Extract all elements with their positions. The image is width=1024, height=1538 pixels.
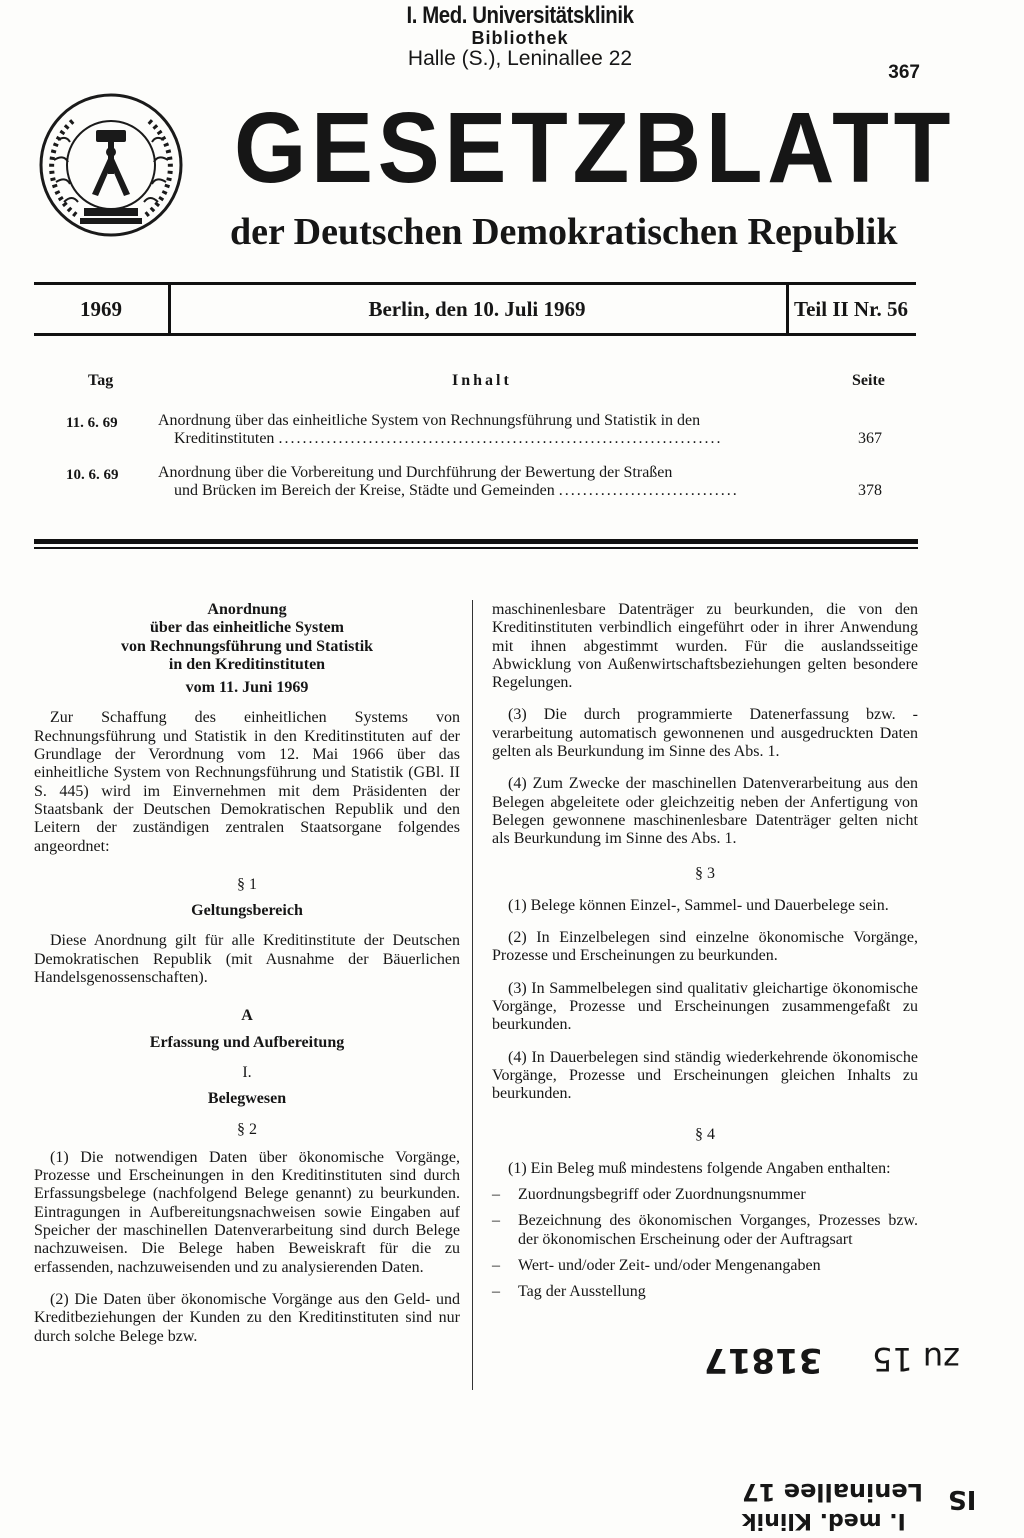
toc-entry-page: 378 — [858, 482, 882, 499]
list-item: – Wert- und/oder Zeit- und/oder Mengenangaben — [492, 1257, 918, 1275]
stamp-line-1: I. Med. Universitätsklinik — [406, 2, 634, 29]
paragraph: (4) In Dauerbelegen sind ständig wiederkehrende ökonomische Vorgänge, Prozesse und Erscheinungen gleichen Inhalts zu beurkunden. — [492, 1048, 918, 1103]
page-number: 367 — [888, 62, 920, 83]
issue-place-date: Berlin, den 10. Juli 1969 — [168, 285, 789, 333]
stamp-line-2: Bibliothek — [471, 28, 569, 48]
right-column — [492, 601, 918, 1310]
requirements-list — [492, 1186, 918, 1301]
chapter-title: Belegwesen — [207, 1090, 287, 1108]
handwritten-mark: IS — [948, 1484, 977, 1514]
ordinance-title: Anordnung über das einheitliche System von Rechnungsführung und Statistik in den Kreditinstituten vom 11. Juni 1969 — [120, 601, 374, 697]
masthead-title: GESETZBLATT — [234, 92, 956, 204]
toc-entry-title: Anordnung über die Vorbereitung und Durchführung der Bewertung der Straßen und Brücken im Bereich der Kreise, Städte und Gemeinden .............................. — [158, 464, 810, 500]
preamble: Zur Schaffung des einheitlichen Systems von Rechnungsführung und Statistik in den Kreditinstituten auf der Grundlage der Verordnung vom 12. Mai 1966 über das einheitliche System von Rechnungsführung und Statistik (GBl. II S. 445) wird im Einvernehmen mit dem Präsidenten der Staatsbank der Deutschen Demokratischen Republik und den Leitern der zuständigen zentralen Staatsorgane folgendes angeordnet: — [34, 709, 460, 855]
toc-entry-line: Kreditinstituten — [174, 430, 275, 447]
paragraph: (1) Ein Beleg muß mindestens folgende Angaben enthalten: — [508, 1159, 891, 1177]
handwritten-mark: zu 15 — [872, 1340, 960, 1378]
toc-entry-line: und Brücken im Bereich der Kreise, Städte und Gemeinden — [174, 482, 555, 499]
paragraph: (3) In Sammelbelegen sind qualitativ gleichartige ökonomische Vorgänge, Prozesse und Erscheinungen zusammengefaßt zu beurkunden. — [492, 979, 918, 1034]
part-heading: A — [241, 1007, 253, 1025]
toc-entry-page: 367 — [858, 430, 882, 447]
state-emblem-icon — [36, 90, 186, 240]
toc-entry-line: Anordnung über das einheitliche System von Rechnungsführung und Statistik in den — [158, 412, 701, 429]
separator-rule — [34, 547, 918, 549]
toc-header-day: Tag — [88, 372, 114, 389]
toc-entry-date: 11. 6. 69 — [66, 415, 118, 431]
toc-header-page: Seite — [852, 372, 885, 389]
paragraph: Diese Anordnung gilt für alle Kreditinstitute der Deutschen Demokratischen Republik (mit Ausnahme der Bäuerlichen Handelsgenossenschaften). — [34, 932, 460, 987]
toc-header-content: Inhalt — [452, 372, 512, 389]
chapter-heading: I. — [242, 1063, 252, 1081]
section-heading: § 2 — [237, 1120, 257, 1138]
left-column — [34, 601, 460, 1346]
toc-entry-title: Anordnung über das einheitliche System von Rechnungsführung und Statistik in den Kreditinstituten .......................................................................... — [158, 412, 810, 448]
list-item: – Tag der Ausstellung — [492, 1283, 918, 1301]
stamp-line-3: Halle (S.), Leninallee 22 — [407, 47, 633, 70]
paragraph: (4) Zum Zwecke der maschinellen Datenverarbeitung aus den Belegen abgeleitete oder gleichzeitig neben der Anfertigung von Belegen gewonnene maschinenlesbare Datenträger gelten nicht als Beurkundung im Sinne des Abs. 1. — [492, 775, 918, 848]
paragraph: (1) Belege können Einzel-, Sammel- und Dauerbelege sein. — [508, 896, 889, 914]
toc-entry-date: 10. 6. 69 — [66, 467, 119, 483]
handwritten-mark: I. med. Klinik — [742, 1508, 906, 1533]
handwritten-mark: 31817 — [704, 1340, 823, 1380]
list-item: – Bezeichnung des ökonomischen Vorganges, Prozesses bzw. der ökonomischen Erscheinung oder der Auftragsart — [492, 1212, 918, 1249]
section-heading: § 4 — [695, 1125, 715, 1143]
library-stamp — [370, 2, 670, 71]
paragraph: (2) In Einzelbelegen sind einzelne ökonomische Vorgänge, Prozesse und Erscheinungen zu beurkunden. — [492, 929, 918, 965]
issue-info-bar — [34, 282, 916, 336]
section-heading: § 3 — [695, 864, 715, 882]
issue-year: 1969 — [34, 285, 171, 333]
section-heading: § 1 — [237, 875, 257, 893]
separator-rule — [34, 539, 918, 544]
paragraph: (1) Die notwendigen Daten über ökonomische Vorgänge, Prozesse und Erscheinungen in den Kreditinstituten sind durch Erfassungsbelege (nachfolgend Belege genannt) zu beurkunden. Eintragungen in Aufbereitungsnachweisen sowie Eingaben auf Speicher der maschinellen Datenverarbeitung sind durch Belege nachzuweisen. Die Belege haben Beweiskraft für die zu erfassenden, nachzuweisenden und zu analysierenden Daten. — [34, 1148, 460, 1276]
column-divider — [472, 600, 473, 1390]
paragraph: (2) Die Daten über ökonomische Vorgänge aus den Geld- und Kreditbeziehungen der Kunden zu den Kreditinstituten sind nur durch solche Belege bzw. — [34, 1290, 460, 1345]
issue-part-number: Teil II Nr. 56 — [794, 297, 908, 321]
list-item: – Zuordnungsbegriff oder Zuordnungsnummer — [492, 1186, 918, 1204]
handwritten-mark: Leninallee 17 — [742, 1478, 923, 1506]
paragraph: maschinenlesbare Datenträger zu beurkunden, die von den Kreditinstituten verbindlich eingeführt oder in ihrer Anwendung mit ihnen abgestimmt wurden. Für die auslandsseitige Abwicklung von Außenwirtschaftsbeziehungen gelten besondere Regelungen. — [492, 601, 918, 692]
toc-entry-line: Anordnung über die Vorbereitung und Durchführung der Bewertung der Straßen — [158, 464, 673, 481]
section-title: Geltungsbereich — [191, 902, 303, 920]
masthead-subtitle: der Deutschen Demokratischen Republik — [230, 211, 898, 253]
part-title: Erfassung und Aufbereitung — [149, 1033, 345, 1051]
paragraph: (3) Die durch programmierte Datenerfassung bzw. -verarbeitung automatisch gewonnenen und ausgedruckten Daten gelten als Beurkundung im Sinne des Abs. 1. — [492, 706, 918, 761]
